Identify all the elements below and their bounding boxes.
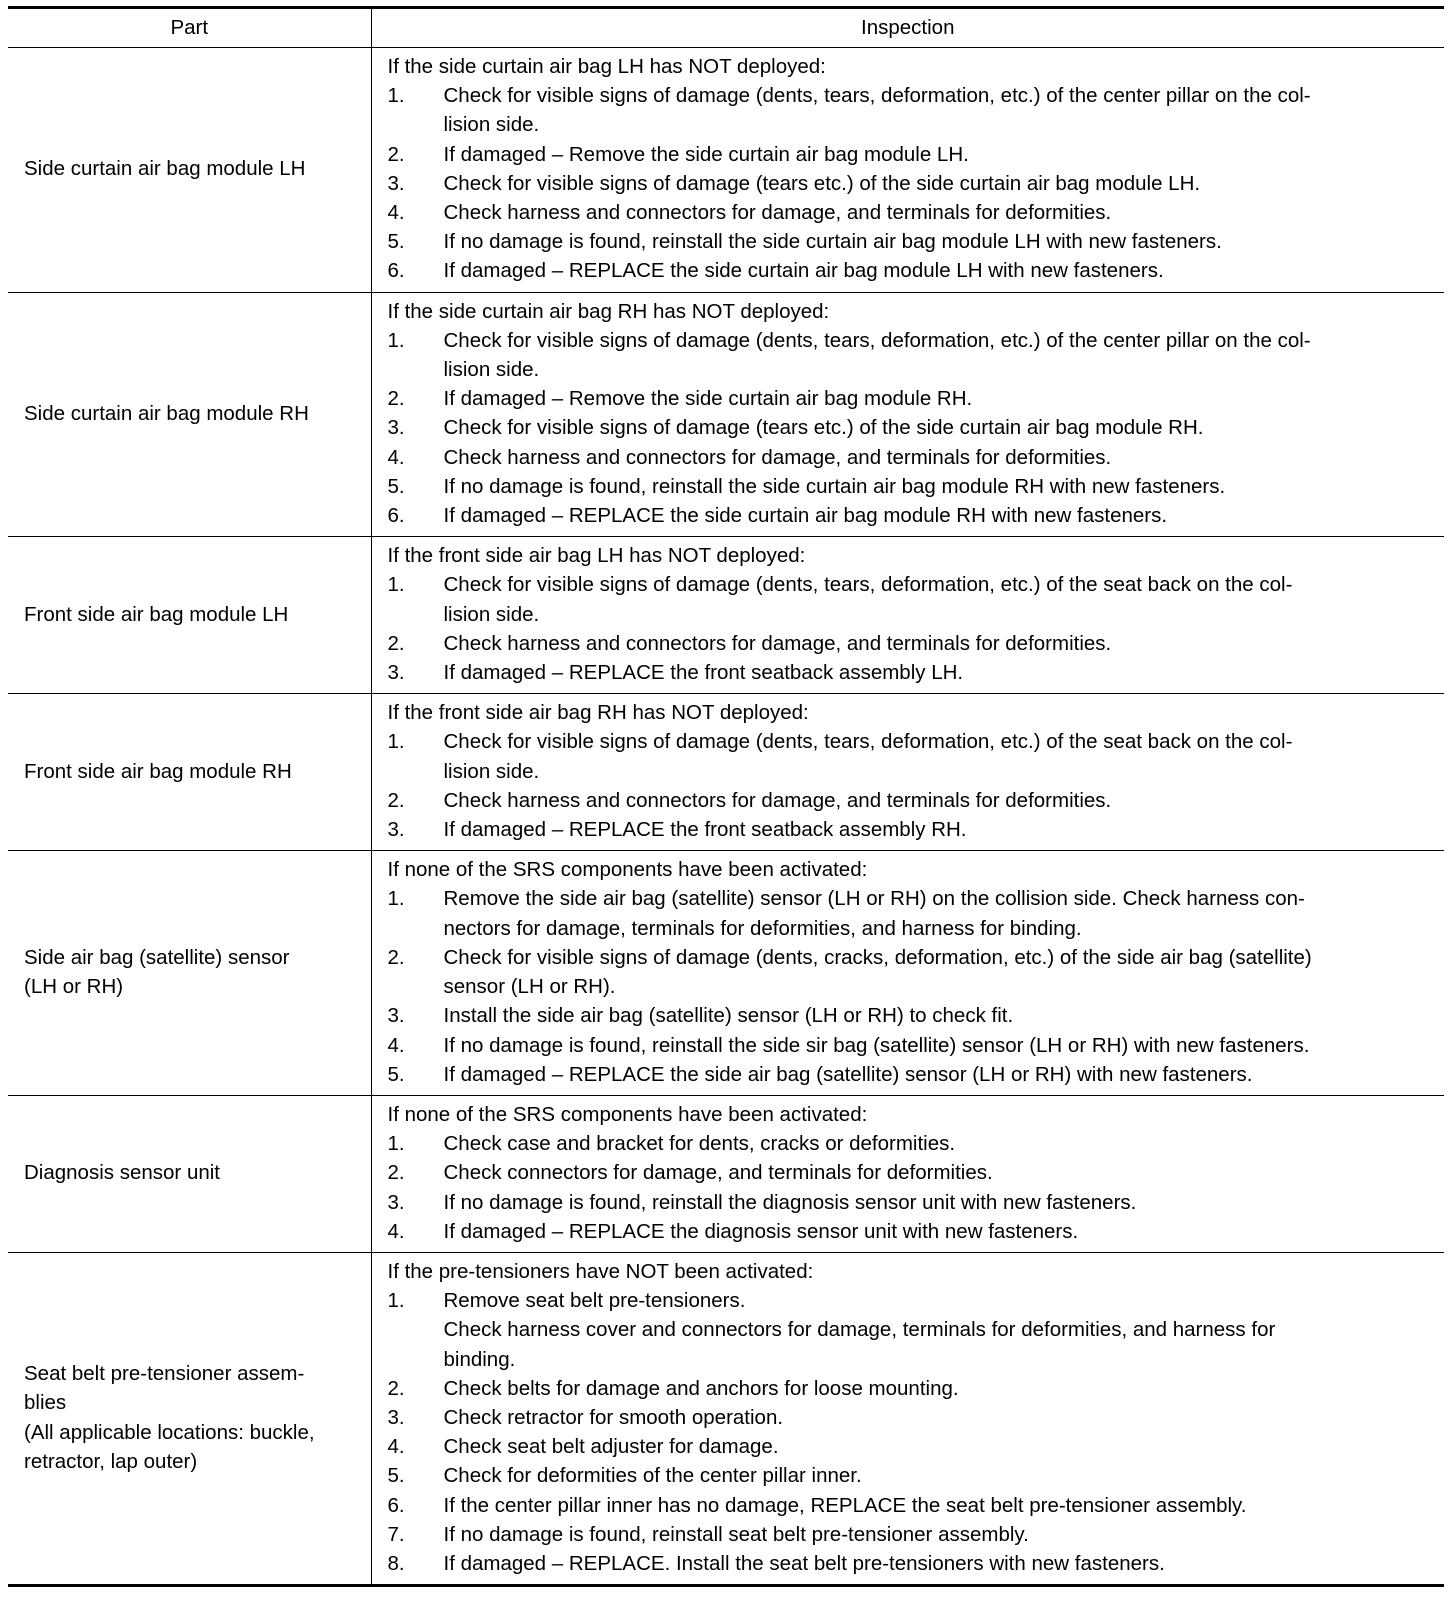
step-item <box>388 1374 1435 1403</box>
step-text-line: Check for visible signs of damage (dents, tears, deformation, etc.) of the seat back on the col- <box>443 573 1293 597</box>
step-number: 3. <box>387 818 405 842</box>
part-name: (LH or RH) <box>24 975 124 999</box>
step-text <box>444 198 1435 227</box>
step-list <box>388 884 1435 1088</box>
step-text-line: If no damage is found, reinstall the side curtain air bag module RH with new fasteners. <box>443 474 1226 498</box>
step-text-line: If damaged – REPLACE the front seatback assembly RH. <box>443 818 967 842</box>
step-number: 3. <box>387 171 405 195</box>
step-text <box>444 1031 1435 1060</box>
inspection-condition: If the front side air bag RH has NOT deployed: <box>387 701 809 725</box>
step-text-line: Check connectors for damage, and terminals for deformities. <box>443 1161 993 1185</box>
step-text-line: If damaged – REPLACE the side curtain air bag module RH with new fasteners. <box>443 504 1168 528</box>
step-text <box>444 384 1435 413</box>
inspection-condition: If none of the SRS components have been activated: <box>387 1102 868 1126</box>
step-item <box>388 140 1435 169</box>
step-text <box>444 1403 1435 1432</box>
step-number: 4. <box>387 1033 405 1057</box>
step-text-line: Check for visible signs of damage (dents, tears, deformation, etc.) of the center pillar on the col- <box>443 84 1311 108</box>
step-item <box>388 658 1435 687</box>
inspection-cell <box>371 48 1444 293</box>
step-item <box>388 326 1435 384</box>
part-cell <box>8 292 371 537</box>
step-number: 3. <box>387 661 405 685</box>
step-number: 5. <box>387 474 405 498</box>
part-name: Front side air bag module RH <box>24 759 292 783</box>
inspection-cell <box>371 1252 1444 1585</box>
step-text-line: Check belts for damage and anchors for loose mounting. <box>443 1376 959 1400</box>
inspection-cell <box>371 537 1444 694</box>
step-item <box>388 256 1435 285</box>
step-text-line: If no damage is found, reinstall the diagnosis sensor unit with new fasteners. <box>443 1190 1137 1214</box>
inspection-condition: If the front side air bag LH has NOT deployed: <box>387 544 806 568</box>
step-number: 5. <box>387 1464 405 1488</box>
step-number: 4. <box>387 1219 405 1243</box>
step-text-line: If damaged – REPLACE. Install the seat belt pre-tensioners with new fasteners. <box>443 1551 1165 1575</box>
step-item <box>388 1403 1435 1432</box>
step-text <box>444 326 1435 384</box>
step-text-line: Check harness and connectors for damage, and terminals for deformities. <box>443 201 1112 225</box>
step-number: 2. <box>387 142 405 166</box>
step-text <box>444 1217 1435 1246</box>
step-text-line: sensor (LH or RH). <box>443 975 616 999</box>
step-text <box>444 1491 1435 1520</box>
step-text-line: Check case and bracket for dents, cracks or deformities. <box>443 1132 956 1156</box>
step-number: 6. <box>387 259 405 283</box>
step-number: 5. <box>387 230 405 254</box>
step-item <box>388 472 1435 501</box>
step-item <box>388 1188 1435 1217</box>
table-row <box>8 1252 1444 1585</box>
step-item <box>388 815 1435 844</box>
step-number: 4. <box>387 445 405 469</box>
step-text <box>444 501 1435 530</box>
step-item <box>388 198 1435 227</box>
step-text <box>444 1432 1435 1461</box>
inspection-condition: If the pre-tensioners have NOT been activated: <box>387 1259 814 1283</box>
step-text <box>444 658 1435 687</box>
step-item <box>388 1549 1435 1578</box>
step-text-line: Check retractor for smooth operation. <box>443 1405 784 1429</box>
step-number: 4. <box>387 201 405 225</box>
step-number: 3. <box>387 416 405 440</box>
step-item <box>388 786 1435 815</box>
step-item <box>388 1520 1435 1549</box>
part-name: (All applicable locations: buckle, <box>24 1420 315 1444</box>
step-item <box>388 1001 1435 1030</box>
step-number: 5. <box>387 1062 405 1086</box>
step-item <box>388 384 1435 413</box>
part-name: Seat belt pre-tensioner assem- <box>24 1362 305 1386</box>
inspection-condition: If none of the SRS components have been activated: <box>387 858 868 882</box>
table-row <box>8 694 1444 851</box>
step-text <box>444 570 1435 628</box>
step-text-line: If no damage is found, reinstall seat belt pre-tensioner assembly. <box>443 1522 1029 1546</box>
step-text <box>444 256 1435 285</box>
step-item <box>388 1217 1435 1246</box>
step-number: 3. <box>387 1190 405 1214</box>
step-text <box>444 1001 1435 1030</box>
step-text <box>444 1060 1435 1089</box>
step-number: 2. <box>387 1161 405 1185</box>
step-text <box>444 1158 1435 1187</box>
step-text-line: Check for deformities of the center pillar inner. <box>443 1464 862 1488</box>
step-text-line: lision side. <box>443 759 540 783</box>
step-text <box>444 1286 1435 1374</box>
step-number: 2. <box>387 631 405 655</box>
step-text-line: If no damage is found, reinstall the side sir bag (satellite) sensor (LH or RH) with new fasteners. <box>443 1033 1310 1057</box>
step-text-line: If damaged – REPLACE the front seatback assembly LH. <box>443 661 964 685</box>
step-text <box>444 227 1435 256</box>
step-number: 7. <box>387 1522 405 1546</box>
step-text-line: If damaged – Remove the side curtain air bag module RH. <box>443 387 973 411</box>
step-item <box>388 1129 1435 1158</box>
step-text <box>444 1374 1435 1403</box>
part-name: Side air bag (satellite) sensor <box>24 945 290 969</box>
step-item <box>388 1491 1435 1520</box>
inspection-cell <box>371 851 1444 1096</box>
table-row <box>8 537 1444 694</box>
part-cell <box>8 48 371 293</box>
inspection-cell <box>371 292 1444 537</box>
step-number: 8. <box>387 1551 405 1575</box>
table-row <box>8 48 1444 293</box>
step-text <box>444 169 1435 198</box>
inspection-table <box>8 6 1444 1587</box>
step-text-line: Remove the side air bag (satellite) sensor (LH or RH) on the collision side. Check harness con- <box>443 887 1305 911</box>
step-text-line: Check harness and connectors for damage, and terminals for deformities. <box>443 788 1112 812</box>
step-item <box>388 1461 1435 1490</box>
step-number: 6. <box>387 1493 405 1517</box>
step-text-line: Check for visible signs of damage (dents, tears, deformation, etc.) of the center pillar on the col- <box>443 328 1311 352</box>
step-text <box>444 1129 1435 1158</box>
step-list <box>388 570 1435 687</box>
step-list <box>388 81 1435 285</box>
step-text <box>444 884 1435 942</box>
inspection-condition: If the side curtain air bag LH has NOT deployed: <box>387 55 826 78</box>
step-item <box>388 1432 1435 1461</box>
table-body <box>8 48 1444 1586</box>
step-text <box>444 140 1435 169</box>
part-cell <box>8 1252 371 1585</box>
step-text-line: lision side. <box>443 602 540 626</box>
step-number: 2. <box>387 788 405 812</box>
step-text <box>444 629 1435 658</box>
step-item <box>388 727 1435 785</box>
part-name: Diagnosis sensor unit <box>24 1161 220 1185</box>
part-column-header: Part <box>8 8 371 48</box>
step-text <box>444 1520 1435 1549</box>
table-row <box>8 1095 1444 1252</box>
step-text-line: Check for visible signs of damage (tears etc.) of the side curtain air bag module RH. <box>443 416 1204 440</box>
step-text-line: nectors for damage, terminals for deformities, and harness for binding. <box>443 916 1082 940</box>
header-row <box>8 8 1444 48</box>
step-text <box>444 81 1435 139</box>
part-cell <box>8 851 371 1096</box>
step-text-line: Check harness cover and connectors for damage, terminals for deformities, and harness for <box>443 1318 1276 1342</box>
inspection-condition: If the side curtain air bag RH has NOT deployed: <box>387 299 830 323</box>
step-item <box>388 1060 1435 1089</box>
part-cell <box>8 694 371 851</box>
step-text-line: binding. <box>443 1347 516 1371</box>
step-text-line: lision side. <box>443 113 540 137</box>
table-row <box>8 292 1444 537</box>
step-text-line: If damaged – REPLACE the side curtain air bag module LH with new fasteners. <box>443 259 1164 283</box>
step-item <box>388 570 1435 628</box>
step-text <box>444 1549 1435 1578</box>
step-number: 1. <box>387 1289 405 1313</box>
part-name: retractor, lap outer) <box>24 1449 198 1473</box>
step-item <box>388 1031 1435 1060</box>
step-text-line: Check for visible signs of damage (tears etc.) of the side curtain air bag module LH. <box>443 171 1201 195</box>
step-text-line: If damaged – Remove the side curtain air bag module LH. <box>443 142 969 166</box>
step-list <box>388 1129 1435 1246</box>
step-list <box>388 326 1435 530</box>
step-item <box>388 943 1435 1001</box>
inspection-cell <box>371 1095 1444 1252</box>
step-item <box>388 169 1435 198</box>
step-text-line: If the center pillar inner has no damage, REPLACE the seat belt pre-tensioner assembly. <box>443 1493 1247 1517</box>
step-text-line: Check harness and connectors for damage, and terminals for deformities. <box>443 445 1112 469</box>
step-text-line: Remove seat belt pre-tensioners. <box>443 1289 746 1313</box>
step-text-line: Check for visible signs of damage (dents, tears, deformation, etc.) of the seat back on the col- <box>443 730 1293 754</box>
step-item <box>388 1286 1435 1374</box>
part-name: Side curtain air bag module LH <box>24 157 306 181</box>
step-text <box>444 413 1435 442</box>
step-text-line: Check seat belt adjuster for damage. <box>443 1435 779 1459</box>
part-cell <box>8 1095 371 1252</box>
step-text <box>444 815 1435 844</box>
step-number: 1. <box>387 84 405 108</box>
step-text <box>444 727 1435 785</box>
step-list <box>388 727 1435 844</box>
step-number: 6. <box>387 504 405 528</box>
step-text-line: Check harness and connectors for damage, and terminals for deformities. <box>443 631 1112 655</box>
step-number: 2. <box>387 945 405 969</box>
step-number: 1. <box>387 1132 405 1156</box>
step-item <box>388 443 1435 472</box>
step-number: 2. <box>387 1376 405 1400</box>
step-list <box>388 1286 1435 1578</box>
step-item <box>388 413 1435 442</box>
step-number: 4. <box>387 1435 405 1459</box>
inspection-cell <box>371 694 1444 851</box>
step-text-line: lision side. <box>443 358 540 382</box>
step-text-line: If damaged – REPLACE the side air bag (satellite) sensor (LH or RH) with new fasteners. <box>443 1062 1253 1086</box>
step-text <box>444 1461 1435 1490</box>
step-item <box>388 81 1435 139</box>
table-row <box>8 851 1444 1096</box>
step-number: 2. <box>387 387 405 411</box>
step-number: 3. <box>387 1004 405 1028</box>
step-item <box>388 227 1435 256</box>
inspection-column-header: Inspection <box>371 8 1444 48</box>
step-text-line: Install the side air bag (satellite) sensor (LH or RH) to check fit. <box>443 1004 1014 1028</box>
step-number: 1. <box>387 328 405 352</box>
step-item <box>388 629 1435 658</box>
step-text <box>444 1188 1435 1217</box>
step-item <box>388 501 1435 530</box>
part-name: blies <box>24 1391 67 1415</box>
part-name: Front side air bag module LH <box>24 602 289 626</box>
step-text <box>444 943 1435 1001</box>
step-text-line: If damaged – REPLACE the diagnosis sensor unit with new fasteners. <box>443 1219 1079 1243</box>
step-number: 1. <box>387 887 405 911</box>
step-item <box>388 1158 1435 1187</box>
step-text <box>444 443 1435 472</box>
step-number: 3. <box>387 1405 405 1429</box>
part-cell <box>8 537 371 694</box>
step-item <box>388 884 1435 942</box>
step-number: 1. <box>387 573 405 597</box>
part-name: Side curtain air bag module RH <box>24 401 309 425</box>
step-text-line: If no damage is found, reinstall the side curtain air bag module LH with new fasteners. <box>443 230 1222 254</box>
step-text <box>444 786 1435 815</box>
step-number: 1. <box>387 730 405 754</box>
step-text <box>444 472 1435 501</box>
step-text-line: Check for visible signs of damage (dents, cracks, deformation, etc.) of the side air bag (satellite) <box>443 945 1312 969</box>
